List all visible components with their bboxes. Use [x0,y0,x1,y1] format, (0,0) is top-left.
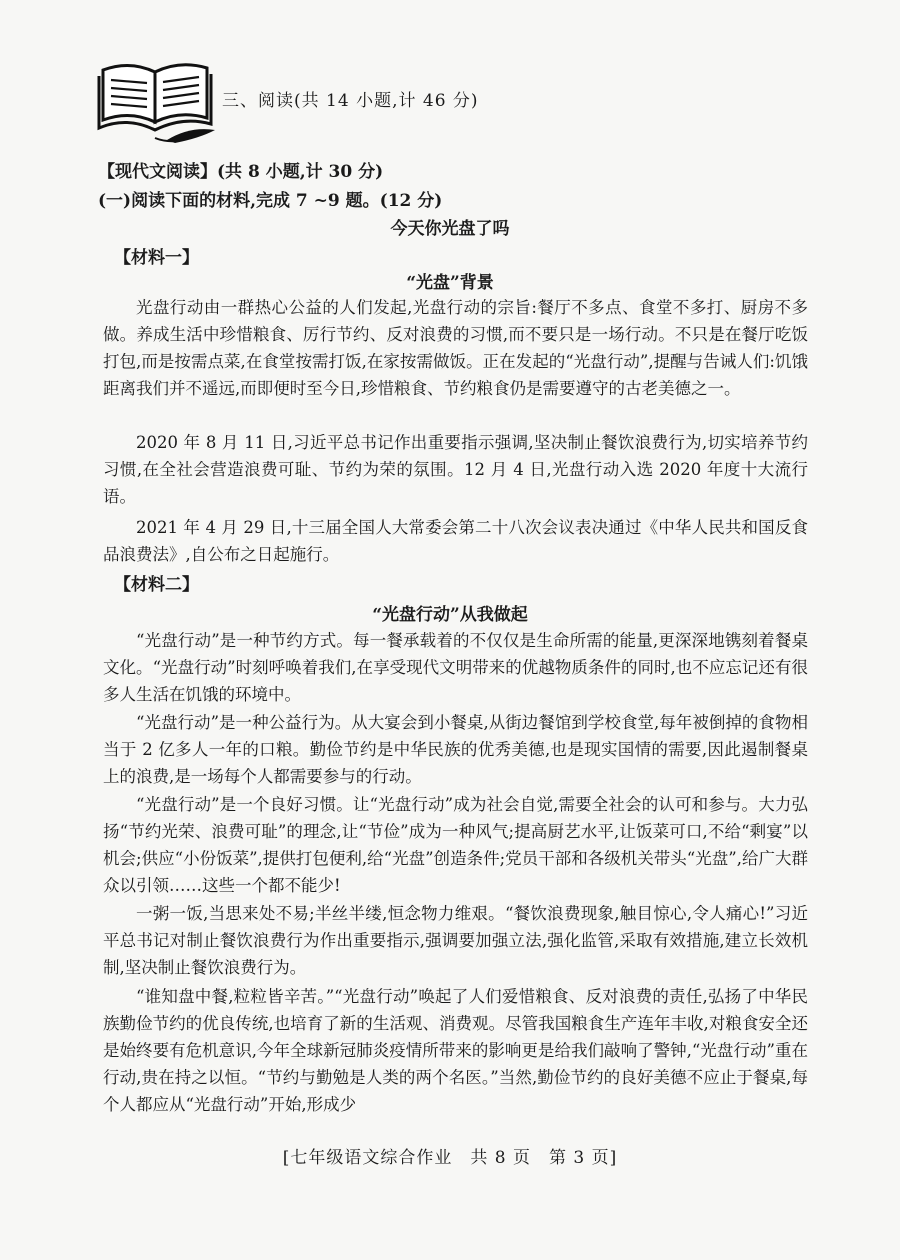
material1-paragraph: 光盘行动由一群热心公益的人们发起,光盘行动的宗旨:餐厅不多点、食堂不多打、厨房不多做。养成生活中珍惜粮食、厉行节约、反对浪费的习惯,而不要只是一场行动。不只是在餐厅吃饭打包,而是按需点菜,在食堂按需打饭,在家按需做饭。正在发起的“光盘行动”,提醒与告诫人们:饥饿距离我们并不遥远,而即便时至今日,珍惜粮食、节约粮食仍是需要遵守的古老美德之一。 [103,298,808,398]
material2-paragraph: “光盘行动”是一种节约方式。每一餐承载着的不仅仅是生命所需的能量,更深深地镌刻着餐桌文化。“光盘行动”时刻呼唤着我们,在享受现代文明带来的优越物质条件的同时,也不应忘记还有很多人生活在饥饿的环境中。 [103,631,808,704]
modern-reading-heading: 【现代文阅读】(共 8 小题,计 30 分) [98,162,384,182]
material2-paragraph: 一粥一饭,当思来处不易;半丝半缕,恒念物力维艰。“餐饮浪费现象,触目惊心,令人痛心!”习近平总书记对制止餐饮浪费行为作出重要指示,强调要加强立法,强化监管,采取有效措施,建立长效机制,坚决制止餐饮浪费行为。 [103,904,808,977]
material2-paragraph: “光盘行动”是一个良好习惯。让“光盘行动”成为社会自觉,需要全社会的认可和参与。大力弘扬“节约光荣、浪费可耻”的理念,让“节俭”成为一种风气;提高厨艺水平,让饭菜可口,不给“剩宴”以机会;供应“小份饭菜”,提供打包便利,给“光盘”创造条件;党员干部和各级机关带头“光盘”,给广大群众以引领……这些一个都不能少! [103,795,808,895]
material2-label: 【材料二】 [114,575,199,595]
material2-title: “光盘行动”从我做起 [372,605,528,625]
section-title: 三、阅读(共 14 小题,计 46 分) [222,91,479,111]
open-book-icon [95,50,220,145]
material2-paragraph: “谁知盘中餐,粒粒皆辛苦。”“光盘行动”唤起了人们爱惜粮食、反对浪费的责任,弘扬了中华民族勤俭节约的优良传统,也培育了新的生活观、消费观。尽管我国粮食生产连年丰收,对粮食安全还是始终要有危机意识,今年全球新冠肺炎疫情所带来的影响更是给我们敲响了警钟,“光盘行动”重在行动,贵在持之以恒。“节约与勤勉是人类的两个名医。”当然,勤俭节约的良好美德不应止于餐桌,每个人都应从“光盘行动”开始,形成少 [103,987,808,1114]
material1-paragraph: 2020 年 8 月 11 日,习近平总书记作出重要指示强调,坚决制止餐饮浪费行为,切实培养节约习惯,在全社会营造浪费可耻、节约为荣的氛围。12 月 4 日,光盘行动入选 2020 年度十大流行语。 [103,433,808,506]
page-footer: [七年级语文综合作业 共 8 页 第 3 页] [282,1148,618,1168]
material1-paragraph: 2021 年 4 月 29 日,十三届全国人大常委会第二十八次会议表决通过《中华人民共和国反食品浪费法》,自公布之日起施行。 [103,518,808,564]
material1-title: “光盘”背景 [406,273,494,293]
article-title: 今天你光盘了吗 [390,219,510,239]
part-one-instructions: (一)阅读下面的材料,完成 7 ~9 题。(12 分) [98,191,443,211]
material2-paragraph: “光盘行动”是一种公益行为。从大宴会到小餐桌,从街边餐馆到学校食堂,每年被倒掉的食物相当于 2 亿多人一年的口粮。勤俭节约是中华民族的优秀美德,也是现实国情的需要,因此遏制餐桌上的浪费,是一场每个人都需要参与的行动。 [103,713,808,786]
material1-label: 【材料一】 [114,248,199,268]
